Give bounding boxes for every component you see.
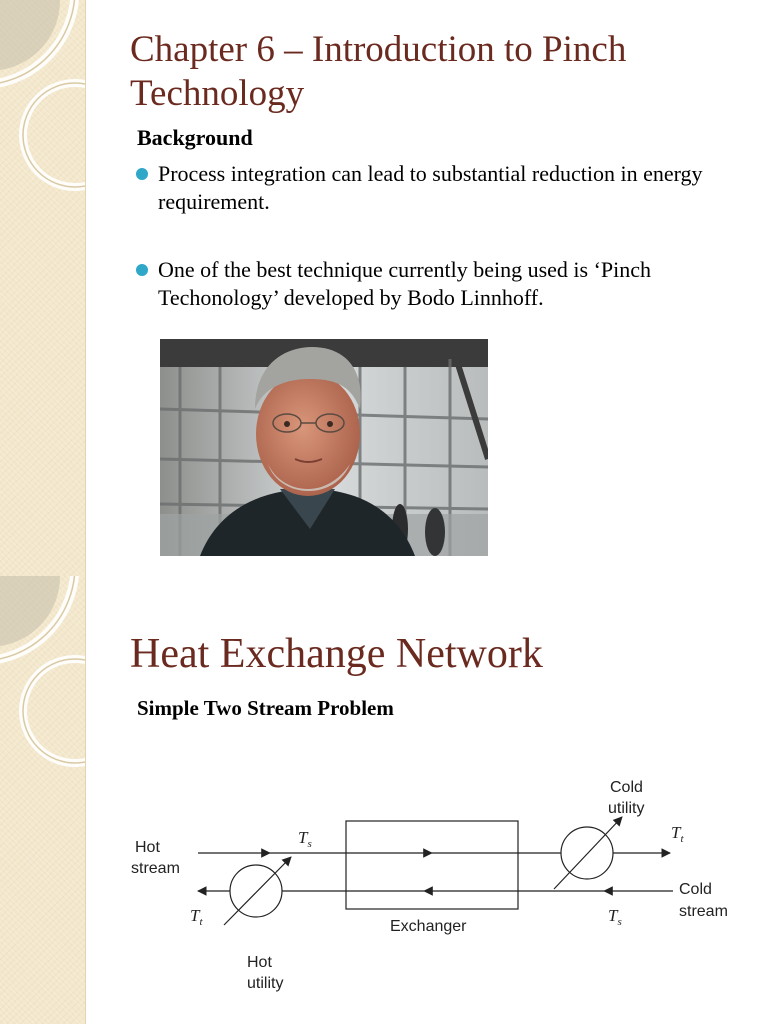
list-item bbox=[135, 160, 745, 216]
bullet-list bbox=[135, 160, 745, 352]
cold-utility-label-1: Cold bbox=[610, 779, 643, 796]
exchanger-box bbox=[346, 821, 518, 909]
supply-temp-label-cold: $T_s$ bbox=[608, 906, 622, 928]
hot-stream-label-1: Hot bbox=[135, 839, 160, 856]
supply-temp-label: $T_s$ bbox=[298, 828, 312, 850]
target-temp-label-left: $T_t$ bbox=[190, 906, 203, 928]
list-item bbox=[135, 256, 745, 312]
circle-ornament-icon bbox=[0, 576, 85, 1024]
slide-2 bbox=[0, 576, 768, 1024]
bullet-icon bbox=[136, 264, 148, 276]
circle-ornament-icon bbox=[0, 0, 85, 576]
section-heading: Background bbox=[137, 125, 253, 150]
bullet-text: Process integration can lead to substantial reduction in energy requirement. bbox=[158, 161, 703, 214]
cold-stream-label-2: stream bbox=[679, 903, 728, 920]
hot-utility-label-2: utility bbox=[247, 975, 284, 992]
decorative-sidebar bbox=[0, 0, 86, 576]
bullet-text: One of the best technique currently being used is ‘Pinch Techonology’ developed by Bodo Linnhoff. bbox=[158, 257, 652, 310]
page-title: Heat Exchange Network bbox=[130, 631, 543, 677]
hot-stream-label-2: stream bbox=[131, 860, 180, 877]
exchanger-label: Exchanger bbox=[390, 918, 467, 935]
page-title: Chapter 6 – Introduction to Pinch Technology bbox=[130, 29, 627, 114]
decorative-sidebar bbox=[0, 576, 86, 1024]
portrait-photo bbox=[160, 339, 488, 556]
cold-stream-label-1: Cold bbox=[679, 881, 712, 898]
heat-exchanger-diagram bbox=[118, 771, 748, 1001]
hot-utility-label-1: Hot bbox=[247, 954, 272, 971]
bullet-icon bbox=[136, 168, 148, 180]
hot-utility-exchanger-icon bbox=[230, 865, 282, 917]
section-heading: Simple Two Stream Problem bbox=[137, 696, 394, 720]
cold-utility-label-2: utility bbox=[608, 800, 645, 817]
target-temp-label-right: $T_t$ bbox=[671, 823, 684, 845]
